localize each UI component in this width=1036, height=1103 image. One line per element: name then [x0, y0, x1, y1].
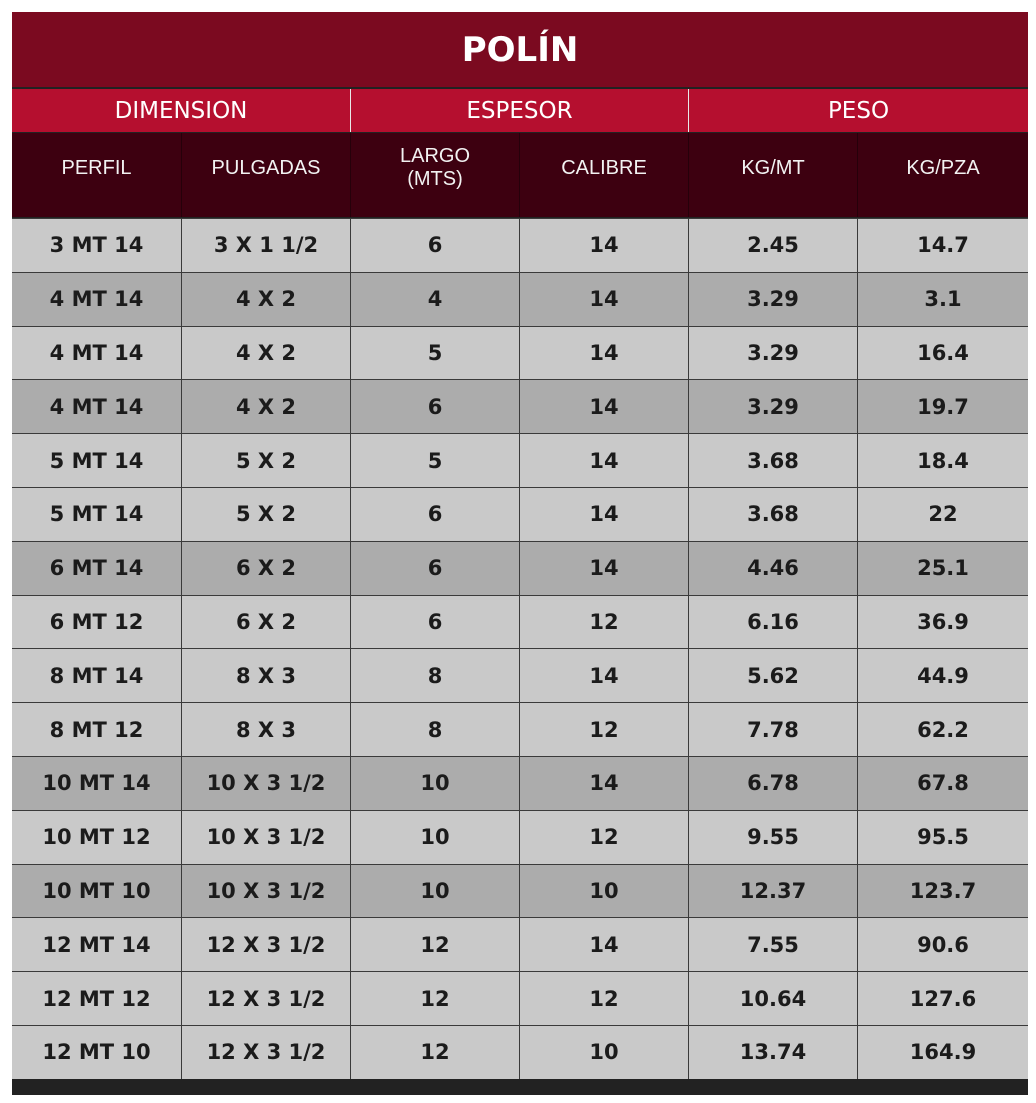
polin-table: [12, 12, 1028, 1095]
group-header-row: [12, 89, 1028, 132]
cell-largo: 5: [350, 327, 519, 380]
cell-kg-pza: 16.4: [857, 327, 1028, 380]
cell-largo: 8: [350, 703, 519, 756]
cell-largo: 12: [350, 972, 519, 1025]
table-row: [12, 864, 1028, 918]
column-header-kg-mt: KG/MT: [688, 133, 857, 217]
cell-kg-mt: 4.46: [688, 542, 857, 595]
cell-pulgadas: 10 X 3 1/2: [181, 757, 350, 810]
column-header-kg-pza: KG/PZA: [857, 133, 1028, 217]
cell-calibre: 12: [519, 596, 688, 649]
cell-kg-pza: 25.1: [857, 542, 1028, 595]
cell-pulgadas: 4 X 2: [181, 380, 350, 433]
cell-calibre: 12: [519, 811, 688, 864]
cell-pulgadas: 8 X 3: [181, 649, 350, 702]
cell-kg-pza: 36.9: [857, 596, 1028, 649]
table-row: [12, 648, 1028, 702]
cell-kg-mt: 2.45: [688, 219, 857, 272]
group-header-peso: PESO: [688, 89, 1028, 132]
table-body: [12, 218, 1028, 1079]
cell-kg-pza: 95.5: [857, 811, 1028, 864]
cell-largo: 6: [350, 488, 519, 541]
cell-kg-mt: 7.78: [688, 703, 857, 756]
cell-pulgadas: 12 X 3 1/2: [181, 1026, 350, 1079]
table-row: [12, 541, 1028, 595]
cell-pulgadas: 12 X 3 1/2: [181, 918, 350, 971]
cell-perfil: 8 MT 12: [49, 717, 144, 742]
cell-largo: 10: [350, 811, 519, 864]
table-row: [12, 756, 1028, 810]
table-row: [12, 218, 1028, 272]
cell-calibre: 14: [519, 434, 688, 487]
table-row: [12, 487, 1028, 541]
cell-perfil: 10 MT 14: [42, 771, 151, 796]
column-header-largo: LARGO (MTS): [350, 133, 519, 217]
cell-calibre: 10: [519, 1026, 688, 1079]
cell-kg-mt: 7.55: [688, 918, 857, 971]
column-header-row: [12, 133, 1028, 217]
cell-largo: 10: [350, 757, 519, 810]
cell-calibre: 14: [519, 327, 688, 380]
cell-kg-mt: 6.16: [688, 596, 857, 649]
group-header-dimension: DIMENSION: [12, 89, 350, 132]
cell-calibre: 14: [519, 542, 688, 595]
cell-calibre: 14: [519, 380, 688, 433]
cell-calibre: 10: [519, 865, 688, 918]
cell-perfil: 3 MT 14: [49, 233, 144, 258]
cell-kg-pza: 127.6: [857, 972, 1028, 1025]
cell-calibre: 14: [519, 219, 688, 272]
cell-perfil: 4 MT 14: [49, 394, 144, 419]
table-title: POLÍN: [12, 12, 1028, 87]
table-row: [12, 702, 1028, 756]
cell-kg-mt: 3.68: [688, 488, 857, 541]
cell-calibre: 14: [519, 757, 688, 810]
table-row: [12, 971, 1028, 1025]
cell-kg-pza: 44.9: [857, 649, 1028, 702]
cell-kg-pza: 164.9: [857, 1026, 1028, 1079]
group-header-espesor: ESPESOR: [350, 89, 688, 132]
cell-kg-pza: 123.7: [857, 865, 1028, 918]
cell-kg-pza: 18.4: [857, 434, 1028, 487]
cell-perfil: 4 MT 14: [49, 287, 144, 312]
cell-largo: 6: [350, 380, 519, 433]
cell-pulgadas: 10 X 3 1/2: [181, 811, 350, 864]
cell-perfil: 6 MT 12: [49, 609, 144, 634]
cell-largo: 12: [350, 1026, 519, 1079]
cell-kg-pza: 3.1: [857, 273, 1028, 326]
cell-kg-pza: 90.6: [857, 918, 1028, 971]
cell-kg-mt: 3.29: [688, 327, 857, 380]
table-row: [12, 272, 1028, 326]
cell-pulgadas: 4 X 2: [181, 273, 350, 326]
cell-kg-mt: 5.62: [688, 649, 857, 702]
cell-largo: 8: [350, 649, 519, 702]
cell-perfil: 5 MT 14: [49, 502, 144, 527]
cell-perfil: 6 MT 14: [49, 556, 144, 581]
cell-pulgadas: 8 X 3: [181, 703, 350, 756]
cell-pulgadas: 10 X 3 1/2: [181, 865, 350, 918]
cell-kg-pza: 19.7: [857, 380, 1028, 433]
cell-kg-mt: 3.29: [688, 273, 857, 326]
cell-kg-mt: 12.37: [688, 865, 857, 918]
cell-pulgadas: 5 X 2: [181, 434, 350, 487]
table-row: [12, 917, 1028, 971]
cell-largo: 6: [350, 542, 519, 595]
cell-calibre: 14: [519, 273, 688, 326]
cell-calibre: 14: [519, 488, 688, 541]
cell-perfil: 10 MT 12: [42, 825, 151, 850]
column-header-perfil: PERFIL: [61, 156, 132, 179]
cell-kg-mt: 6.78: [688, 757, 857, 810]
cell-kg-mt: 10.64: [688, 972, 857, 1025]
cell-pulgadas: 5 X 2: [181, 488, 350, 541]
cell-perfil: 4 MT 14: [49, 340, 144, 365]
cell-perfil: 12 MT 12: [42, 986, 151, 1011]
cell-perfil: 10 MT 10: [42, 878, 151, 903]
cell-kg-pza: 22: [857, 488, 1028, 541]
cell-largo: 12: [350, 918, 519, 971]
cell-largo: 4: [350, 273, 519, 326]
cell-kg-pza: 14.7: [857, 219, 1028, 272]
cell-kg-pza: 62.2: [857, 703, 1028, 756]
table-row: [12, 810, 1028, 864]
cell-kg-mt: 13.74: [688, 1026, 857, 1079]
cell-calibre: 12: [519, 703, 688, 756]
cell-calibre: 14: [519, 918, 688, 971]
cell-largo: 10: [350, 865, 519, 918]
cell-perfil: 5 MT 14: [49, 448, 144, 473]
column-header-calibre: CALIBRE: [519, 133, 688, 217]
cell-calibre: 14: [519, 649, 688, 702]
cell-perfil: 12 MT 10: [42, 1040, 151, 1065]
cell-kg-mt: 3.29: [688, 380, 857, 433]
cell-perfil: 8 MT 14: [49, 663, 144, 688]
cell-kg-pza: 67.8: [857, 757, 1028, 810]
cell-kg-mt: 3.68: [688, 434, 857, 487]
cell-pulgadas: 4 X 2: [181, 327, 350, 380]
table-row: [12, 595, 1028, 649]
cell-kg-mt: 9.55: [688, 811, 857, 864]
table-row: [12, 326, 1028, 380]
cell-perfil: 12 MT 14: [42, 932, 151, 957]
cell-largo: 5: [350, 434, 519, 487]
column-header-pulgadas: PULGADAS: [181, 133, 350, 217]
cell-largo: 6: [350, 596, 519, 649]
cell-calibre: 12: [519, 972, 688, 1025]
table-row: [12, 379, 1028, 433]
cell-pulgadas: 12 X 3 1/2: [181, 972, 350, 1025]
table-row: [12, 1025, 1028, 1079]
cell-pulgadas: 3 X 1 1/2: [181, 219, 350, 272]
cell-largo: 6: [350, 219, 519, 272]
cell-pulgadas: 6 X 2: [181, 542, 350, 595]
table-row: [12, 433, 1028, 487]
cell-pulgadas: 6 X 2: [181, 596, 350, 649]
